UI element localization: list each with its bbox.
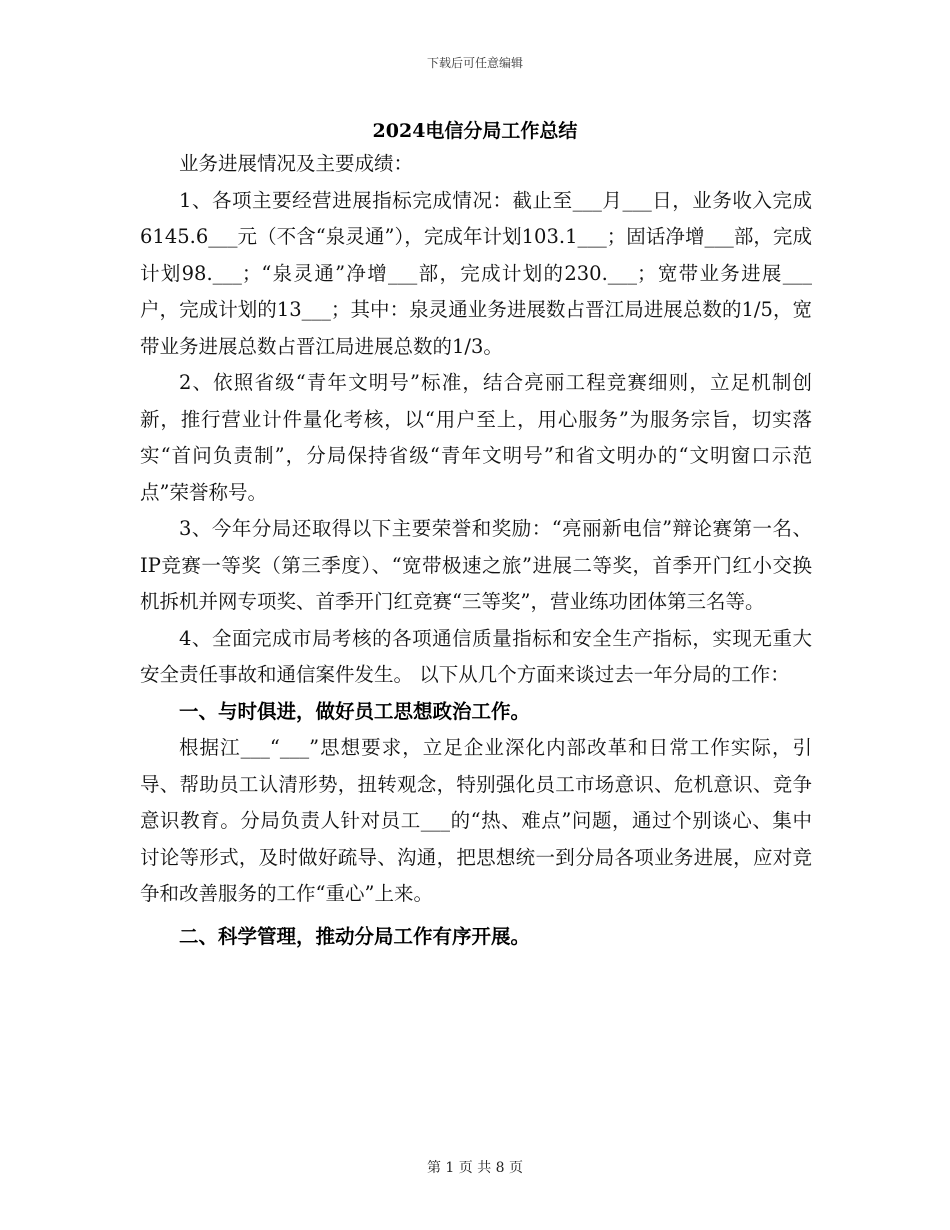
header-note: 下载后可任意编辑: [426, 56, 523, 70]
item-paragraph-3: 3、今年分局还取得以下主要荣誉和奖励：“亮丽新电信”辩论赛第一名、IP竞赛一等奖（第三季度）、“宽带极速之旅”进展二等奖，首季开门红小交换机拆机并网专项奖、首季开门红竞赛“三等奖”，营业练功团体第三名等。: [140, 517, 812, 613]
section-paragraph-1: 根据江___“___”思想要求，立足企业深化内部改革和日常工作实际，引导、帮助员工认清形势，扭转观念，特别强化员工市场意识、危机意识、竞争意识教育。分局负责人针对员工___的“热、难点”问题，通过个别谈心、集中讨论等形式，及时做好疏导、沟通，把思想统一到分局各项业务进展，应对竞争和改善服务的工作“重心”上来。: [140, 736, 812, 905]
item-paragraph-4: 4、全面完成市局考核的各项通信质量指标和安全生产指标，实现无重大安全责任事故和通信案件发生。 以下从几个方面来谈过去一年分局的工作：: [140, 626, 812, 686]
document-title: 2024电信分局工作总结: [372, 120, 578, 142]
item-paragraph-1: 1、各项主要经营进展指标完成情况：截止至___月___日，业务收入完成6145.6___元（不含“泉灵通”），完成年计划103.1___；固话净增___部，完成计划98.___；“泉灵通”净增___部，完成计划的230.___；宽带业务进展___户，完成计划的13___；其中：泉灵通业务进展数占晋江局进展总数的1/5，宽带业务进展总数占晋江局进展总数的1/3。: [140, 188, 812, 358]
intro-paragraph: 业务进展情况及主要成绩：: [179, 152, 414, 175]
page-footer: 第 1 页 共 8 页: [426, 1160, 524, 1176]
item-paragraph-2: 2、依照省级“青年文明号”标准，结合亮丽工程竞赛细则，立足机制创新，推行营业计件量化考核，以“用户至上，用心服务”为服务宗旨，切实落实“首问负责制”，分局保持省级“青年文明号”和省文明办的“文明窗口示范点”荣誉称号。: [140, 371, 812, 504]
document-body: [140, 146, 812, 955]
section-heading-1: 一、与时俱进，做好员工思想政治工作。: [179, 699, 531, 723]
section-heading-2: 二、科学管理，推动分局工作有序开展。: [179, 924, 531, 948]
